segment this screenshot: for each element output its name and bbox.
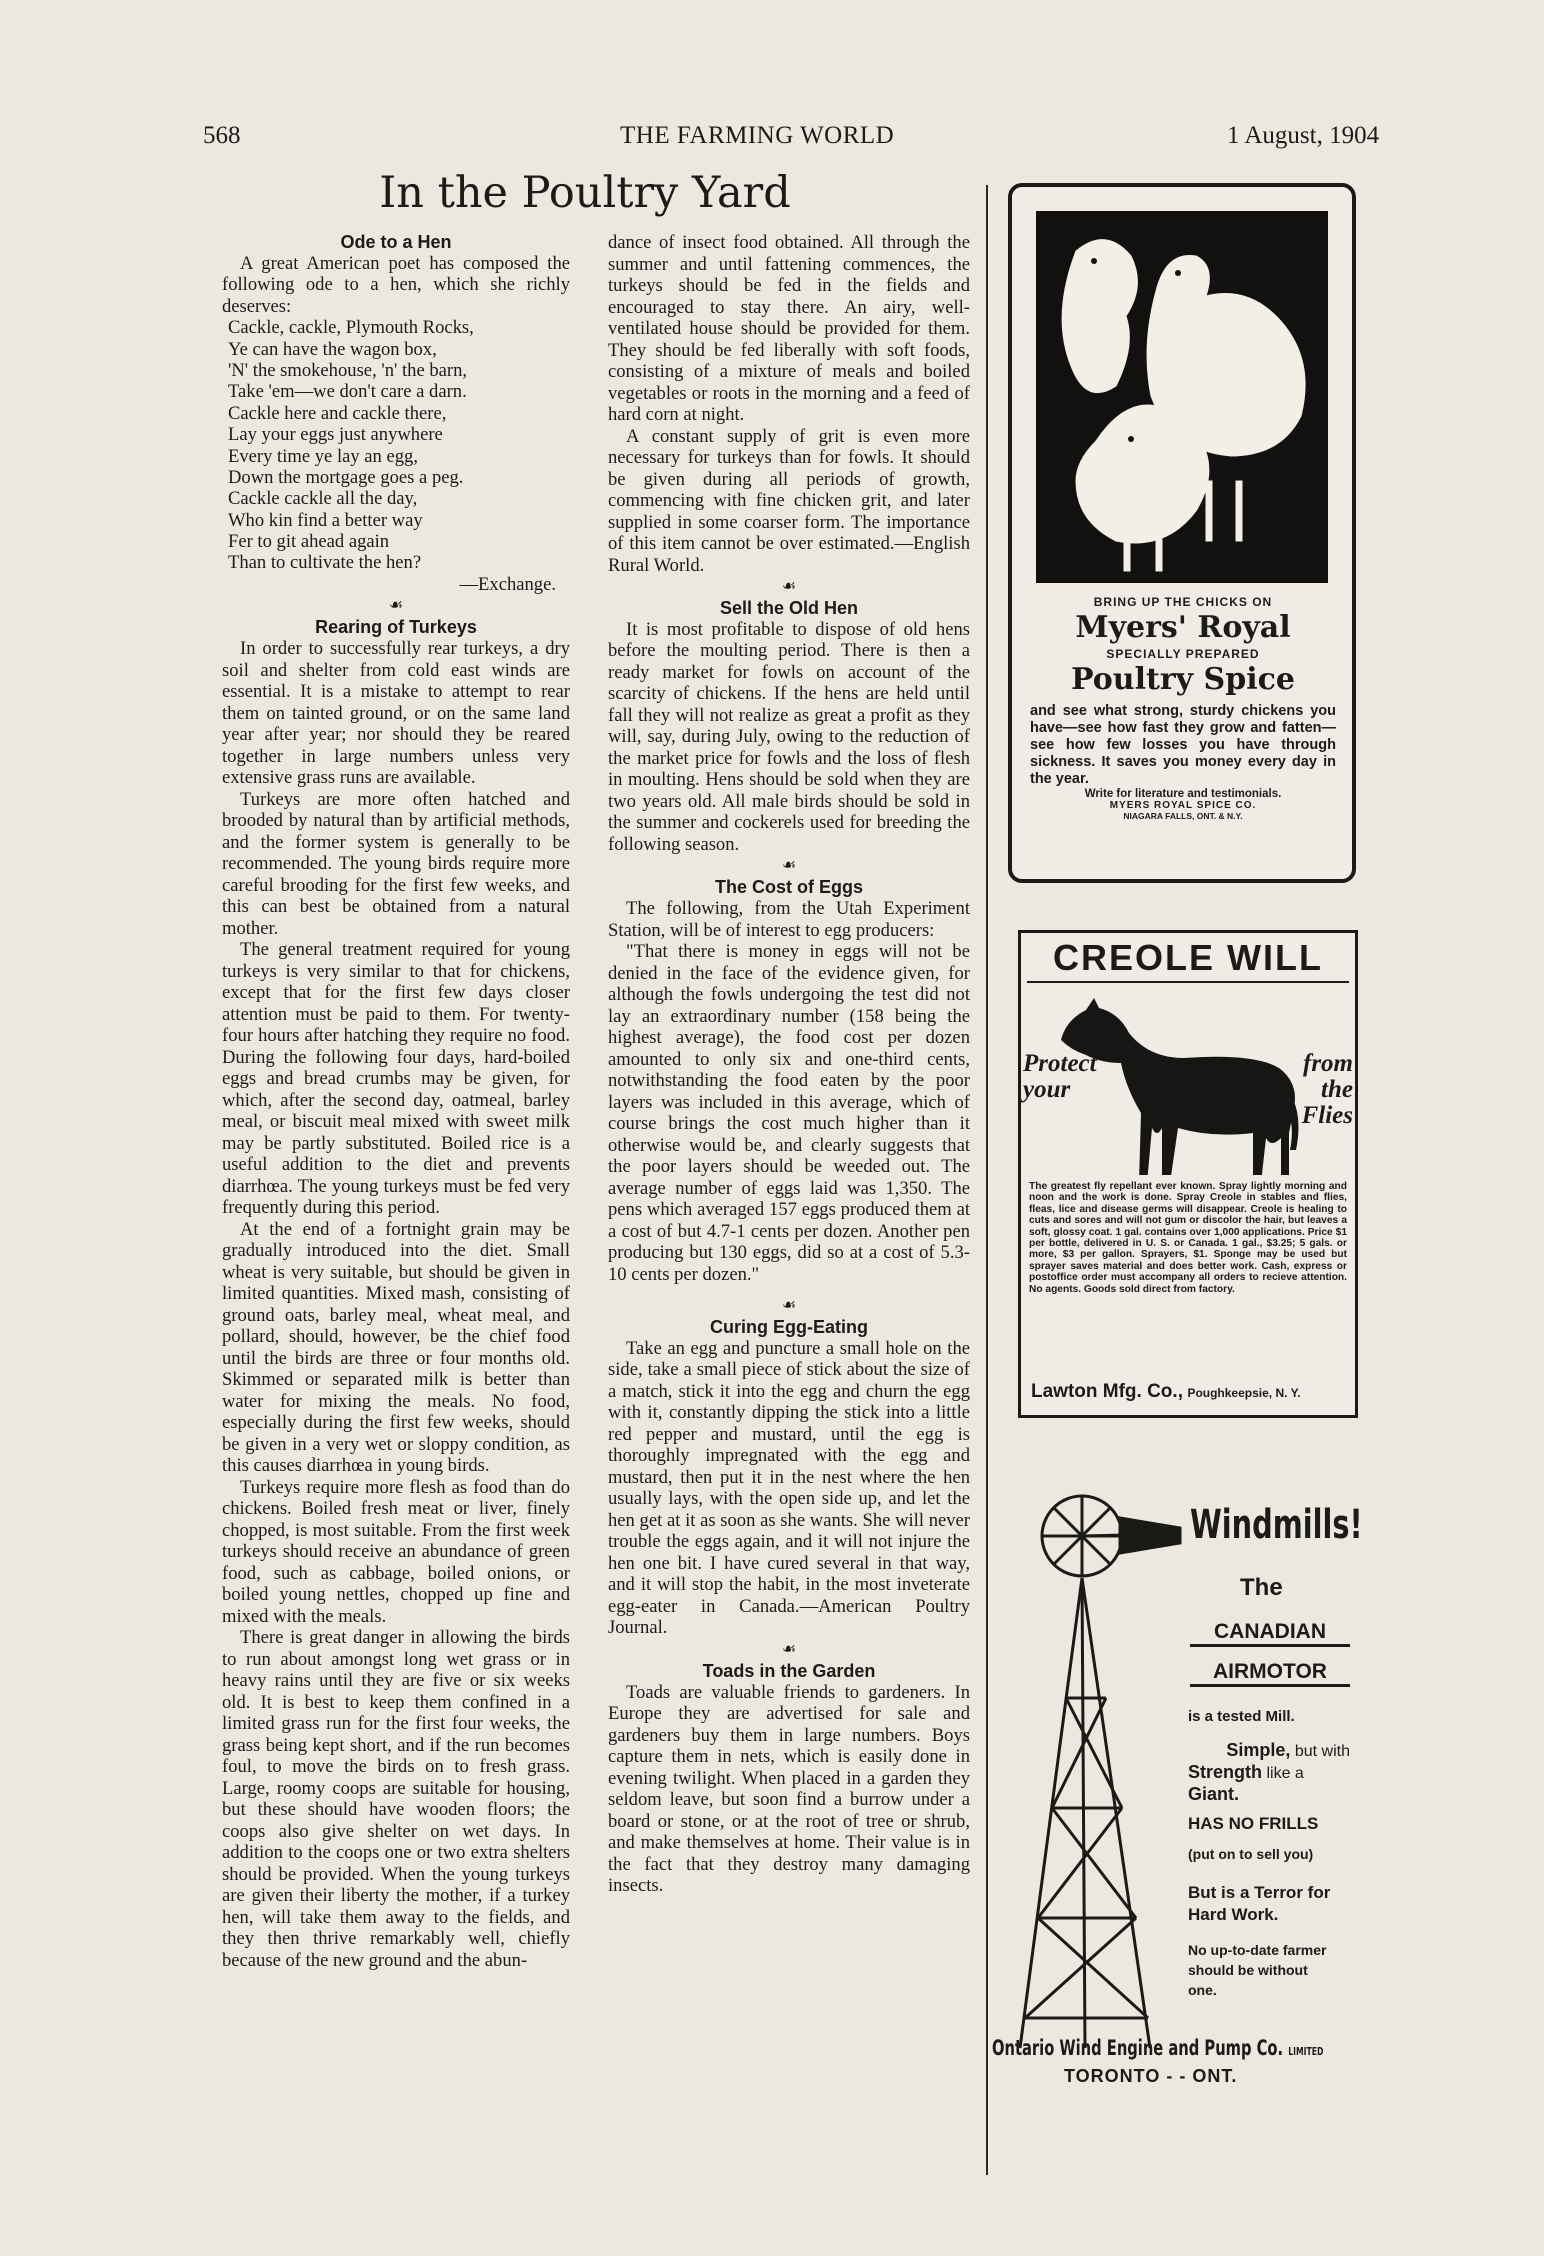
myers-product: Poultry Spice <box>1071 662 1295 697</box>
windmill-headline: Windmills! <box>1190 1502 1363 1548</box>
myers-body: and see what strong, sturdy chickens you have—see how fast they grow and fatten—see how few losses you have through sickness. It saves you money every day in the year. <box>1030 703 1336 787</box>
issue-date: 1 August, 1904 <box>1227 122 1380 149</box>
turkeys-paragraph: The general treatment required for young turkeys is very similar to that for chickens, except that for the first few days closer attention must be paid to them. For twenty-four hours after hatching they require no food. During the following four days, hard-boiled eggs and bread crumbs may be given, for which, after the second day, oatmeal, barley meal, or biscuit meal mixed with sweet milk may be partly substituted. Boiled rice is a useful addition to the diet and prevents diarrhœa. The young turkeys must be fed very frequently during this period. <box>222 939 570 1219</box>
turkeys-paragraph: In order to successfully rear turkeys, a dry soil and shelter from cold east winds are essential. It is a mistake to attempt to rear them on tainted ground, or on the same land year after year; nor should they be reared together in large numbers unless very extensive grass runs are available. <box>222 638 570 789</box>
creole-divider <box>1027 981 1349 983</box>
turkeys-heading: Rearing of Turkeys <box>315 617 477 638</box>
turkeys-continuation: A constant supply of grit is even more necessary for turkeys than for fowls. It should be given during all periods of growth, commencing with fine chicken grit, and later supplied in some coarser form. The importance of this item cannot be over estimated.—English Rural World. <box>608 425 970 576</box>
verse-line: Lay your eggs just anywhere <box>228 424 443 446</box>
windmill-frills: HAS NO FRILLS <box>1188 1814 1319 1833</box>
eggs-cost-paragraph: "That there is money in eggs will not be denied in the face of the evidence given, for although the fowls undergoing the test did not lay an extraordinary number (158 being the highest average), the food cost per dozen amounted to only six and one-third cents, notwithstanding the food eaten by the poor layers was included in this average, which of course brings the cost much higher than it otherwise would be, and clearly suggests that the poor layers should be weeded out. The average number of eggs laid was 1,350. The pens which averaged 157 eggs produced them at a cost of but 4.7-1 cents per dozen. Another pen producing but 130 eggs, did so at a cost of 5.3-10 cents per dozen." <box>608 941 970 1285</box>
eggs-cost-paragraph: The following, from the Utah Experiment Station, will be of interest to egg producers: <box>608 898 970 941</box>
windmill-limited: LIMITED <box>1288 2045 1324 2058</box>
verse-line: Every time ye lay an egg, <box>228 445 418 467</box>
egg-eating-paragraph: Take an egg and puncture a small hole on the side, take a small piece of stick about the size of a match, stick it into the egg and churn the egg with it, constantly dipping the stick into a little red pepper and mustard, until the egg is thoroughly impregnated with the egg and mustard, then put it in the nest where the hen usually lays, with the open side up, and let the hen get at it as soon as she wants. She will never trouble the eggs again, and it will not injure the hen one bit. I have cured several in that way, and it will stop the habit, in the most inveterate egg-eater in Canada.—American Poultry Journal. <box>608 1337 970 1639</box>
section-ornament: ☙ <box>781 857 797 875</box>
verse-line: Down the mortgage goes a peg. <box>228 466 464 488</box>
creole-will-ad <box>1018 930 1358 1418</box>
windmill-name-canadian: CANADIAN <box>1190 1620 1350 1647</box>
article-column-middle <box>608 232 970 1897</box>
old-hen-paragraph: It is most profitable to dispose of old hens before the moulting period. There is then a ready market for fowls on account of the scarcity of chickens. If the hens are held until fall they will not realize as great a profit as they will, say, during July, owing to the reduction of the market price for fowls and the loss of flesh in moulting. Hens should be sold when they are two years old. All male birds should be sold in the summer and cockerels used for breeding the following season. <box>608 618 970 855</box>
windmill-giant: Giant. <box>1188 1784 1240 1804</box>
windmill-tested: is a tested Mill. <box>1188 1708 1295 1725</box>
windmill-name-airmotor: AIRMOTOR <box>1190 1660 1350 1687</box>
windmill-company-line <box>992 2036 1323 2060</box>
myers-subtitle: SPECIALLY PREPARED <box>1106 647 1260 661</box>
windmill-sell: (put on to sell you) <box>1188 1846 1314 1862</box>
verse-line: Ye can have the wagon box, <box>228 338 437 360</box>
eggs-cost-heading: The Cost of Eggs <box>715 877 863 898</box>
ode-attribution: —Exchange. <box>459 573 556 595</box>
myers-tagline: BRING UP THE CHICKS ON <box>1093 595 1273 609</box>
verse-line: Take 'em—we don't care a darn. <box>228 381 467 403</box>
article-column-left <box>222 232 570 1971</box>
verse-line: Cackle here and cackle there, <box>228 402 447 424</box>
toads-heading: Toads in the Garden <box>702 1660 876 1681</box>
turkeys-paragraph: Turkeys are more often hatched and brooded by natural than by artificial methods, and the former system is generally to be recommended. The young birds require more careful brooding for the first few weeks, and this can best be obtained from a natural mother. <box>222 788 570 939</box>
verse-line: Than to cultivate the hen? <box>228 552 422 574</box>
toads-paragraph: Toads are valuable friends to gardeners. In Europe they are advertised for sale and gardeners buy them in large numbers. Boys capture them in nets, which is easily done in evening twilight. When placed in a garden they seldom leave, but soon find a burrow under a board or stone, or at the root of tree or shrub, and make themselves at home. Their value is in the fact that they destroy many damaging insects. <box>608 1681 970 1897</box>
egg-eating-heading: Curing Egg-Eating <box>710 1317 868 1338</box>
windmill-farmer: No up-to-date farmer should be without one. <box>1188 1942 1327 1998</box>
section-ornament: ☙ <box>781 1297 797 1315</box>
windmill-strength <box>1188 1740 1350 1805</box>
myers-write: Write for literature and testimonials. <box>1084 788 1282 800</box>
publication-name: THE FARMING WORLD <box>620 122 895 149</box>
myers-company: MYERS ROYAL SPICE CO. <box>1109 800 1257 811</box>
windmill-ad <box>990 1470 1380 2150</box>
creole-signature <box>1031 1381 1301 1403</box>
myers-brand: Myers' Royal <box>1075 610 1291 645</box>
section-ornament: ☙ <box>781 578 797 595</box>
section-title: In the Poultry Yard <box>379 168 791 218</box>
creole-city: Poughkeepsie, N. Y. <box>1187 1386 1301 1400</box>
turkeys-paragraph: There is great danger in allowing the birds to run about amongst long wet grass or in heavy rains until they are five or six weeks old. It is best to keep them confined in a limited grass run for the first four weeks, the grass being kept short, and if the run becomes foul, to move the birds on to fresh grass. Large, roomy coops are suitable for housing, but these should have wooden floors; the coops also give shelter on wet days. In addition to the coops one or two extra shelters should be provided. When the young turkeys are given their liberty the mother, if a turkey hen, will take them away to the fields, and they then thrive remarkably well, chiefly because of the new ground and the abun- <box>222 1627 570 1971</box>
verse-line: 'N' the smokehouse, 'n' the barn, <box>228 360 468 382</box>
verse-line: Cackle cackle all the day, <box>228 488 418 510</box>
section-ornament: ☙ <box>781 1640 797 1658</box>
windmill-simple-rest: but with <box>1294 1743 1350 1760</box>
windmill-icon <box>1000 1488 1200 2058</box>
creole-left-slogan: Protect your <box>1023 1050 1097 1103</box>
windmill-terror: But is a Terror for Hard Work. <box>1188 1883 1331 1924</box>
turkeys-paragraph: At the end of a fortnight grain may be gradually introduced into the diet. Small wheat is very suitable, but should be given in limited quantities. Mixed mash, consisting of ground oats, barley meal, wheat meal, and pollard, should, however, be the chief food until the birds are three or four months old. Skimmed or separated milk is better than water for mixing the meals. No food, especially during the first few weeks, should be given in a very wet or sloppy condition, as this causes diarrhœa in young birds. <box>222 1218 570 1477</box>
turkeys-continuation: dance of insect food obtained. All through the summer and until fattening commences, the turkeys should be fed in the fields and encouraged to stay there. An airy, well-ventilated house should be provided for them. They should be fed liberally with soft foods, consisting of a mixture of meals and boiled vegetables or roots in the morning and a feed of hard corn at night. <box>608 232 970 425</box>
page-number: 568 <box>203 122 241 149</box>
turkeys-paragraph: Turkeys require more flesh as food than do chickens. Boiled fresh meat or liver, finely chopped, is most suitable. From the first week turkeys should receive an abundance of green food, such as cabbage, boiled onions, or boiled young nettles, chopped up fine and mixed with the meals. <box>222 1476 570 1627</box>
chickens-icon <box>1036 211 1328 583</box>
chickens-illustration <box>1036 211 1328 583</box>
creole-headline: CREOLE WILL <box>1053 937 1323 978</box>
windmill-the: The <box>1240 1574 1283 1601</box>
windmill-city: TORONTO - - ONT. <box>1064 2066 1238 2086</box>
creole-right-slogan: from the Flies <box>1301 1050 1353 1129</box>
myers-ad-text <box>1022 595 1344 821</box>
windmill-company: Ontario Wind Engine and Pump Co. <box>992 2036 1284 2060</box>
section-ornament: ☙ <box>388 597 404 615</box>
ode-verse <box>222 317 570 574</box>
myers-poultry-spice-ad <box>1008 183 1356 883</box>
ode-heading: Ode to a Hen <box>340 232 452 252</box>
verse-line: Who kin find a better way <box>228 509 423 531</box>
creole-company: Lawton Mfg. Co., <box>1031 1381 1183 1402</box>
windmill-strength-word: Strength <box>1188 1762 1262 1782</box>
old-hen-heading: Sell the Old Hen <box>719 598 859 618</box>
verse-line: Fer to git ahead again <box>228 531 390 553</box>
creole-body: The greatest fly repellant ever known. Spray lightly morning and noon and the work is done. Spray Creole in stables and flies, fleas, lice and disease germs will disappear. Creole is healing to cuts and sores and will not gum or discolor the hair, but leaves a soft, glossy coat. 1 gal. contains over 1,000 applications. Price $1 per bottle, delivered in U. S. or Canada. 1 gal., $3.25; 5 gals. or more, $3 per gallon. Sprayers, $1. Sponge may be used but sprayer saves material and does better work. Cash, express or postoffice order must accompany all orders to recieve attention. No agents. Goods sold direct from factory. <box>1029 1181 1347 1295</box>
windmill-simple: Simple, <box>1226 1740 1291 1760</box>
myers-address: NIAGARA FALLS, ONT. & N.Y. <box>1123 811 1243 821</box>
ode-intro: A great American poet has composed the following ode to a hen, which she richly deserves: <box>222 252 570 317</box>
verse-line: Cackle, cackle, Plymouth Rocks, <box>228 317 474 339</box>
column-rule <box>986 185 988 2175</box>
windmill-strength-rest: like a <box>1266 1765 1304 1782</box>
